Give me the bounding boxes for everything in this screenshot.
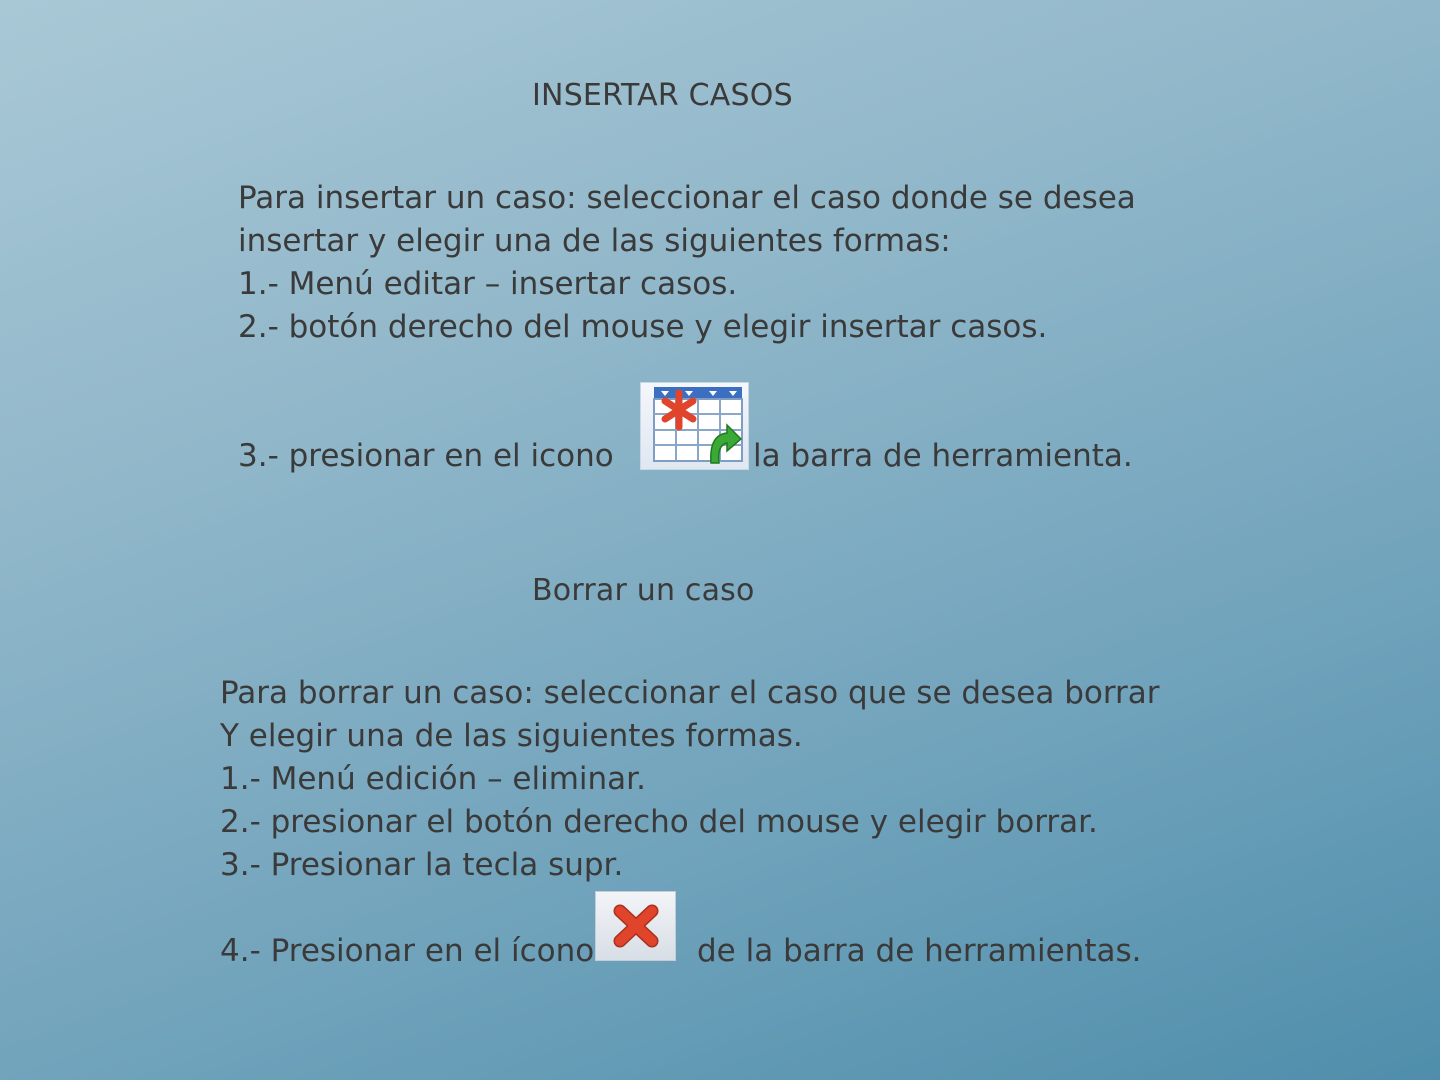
delete-x-icon <box>595 891 676 961</box>
insert-line: Para insertar un caso: seleccionar el caso donde se desea <box>238 180 1136 216</box>
insert-icon-step-suffix: la barra de herramienta. <box>753 438 1133 474</box>
insert-line: insertar y elegir una de las siguientes formas: <box>238 223 951 259</box>
insert-section-title: INSERTAR CASOS <box>532 78 793 113</box>
delete-icon-step-prefix: 4.- Presionar en el ícono <box>220 933 595 969</box>
insert-line: 1.- Menú editar – insertar casos. <box>238 266 738 302</box>
delete-icon-step-suffix: de la barra de herramientas. <box>697 933 1142 969</box>
insert-instructions <box>238 177 1136 349</box>
insert-cases-grid-icon <box>640 382 749 470</box>
delete-instructions <box>220 672 1160 887</box>
delete-line: Y elegir una de las siguientes formas. <box>220 718 803 754</box>
delete-line: 3.- Presionar la tecla supr. <box>220 847 624 883</box>
insert-icon-step-prefix: 3.- presionar en el icono <box>238 438 614 474</box>
delete-section-title: Borrar un caso <box>532 573 755 608</box>
insert-line: 2.- botón derecho del mouse y elegir insertar casos. <box>238 309 1048 345</box>
delete-line: Para borrar un caso: seleccionar el caso que se desea borrar <box>220 675 1160 711</box>
delete-line: 1.- Menú edición – eliminar. <box>220 761 646 797</box>
delete-line: 2.- presionar el botón derecho del mouse y elegir borrar. <box>220 804 1098 840</box>
